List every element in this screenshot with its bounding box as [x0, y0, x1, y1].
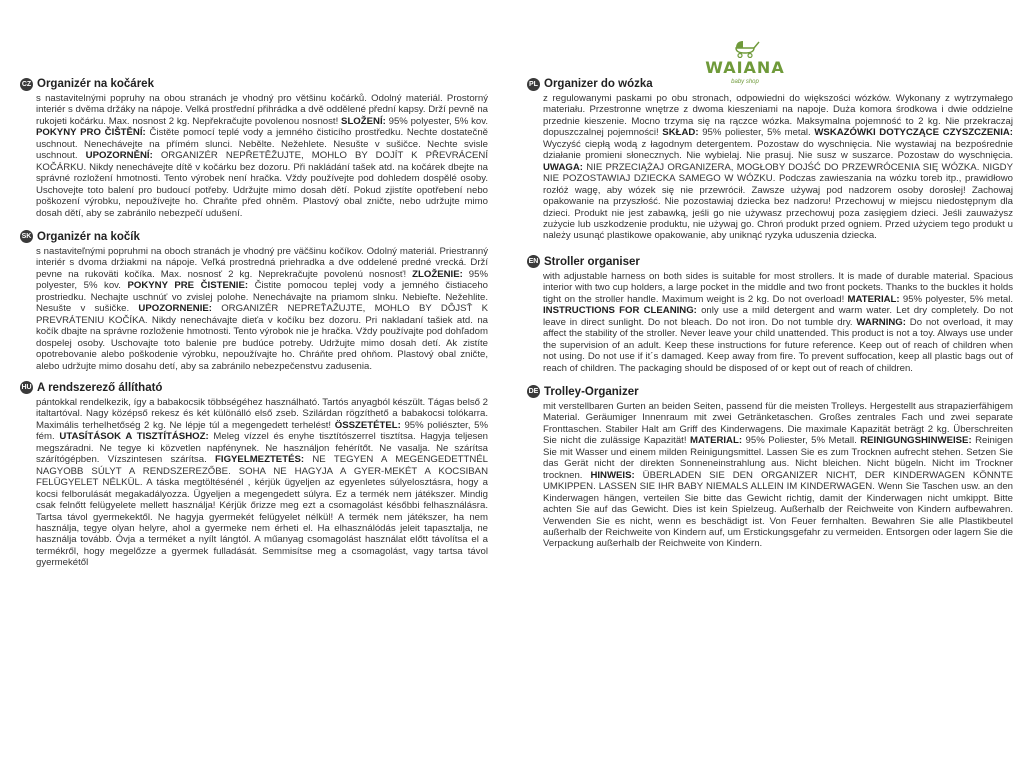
section-heading: [527, 254, 1013, 270]
language-badge-icon: PL: [527, 78, 540, 91]
section-body: pántokkal rendelkezik, így a babakocsik többségéhez használható. Tartós anyagból készült. Tágas belső 2 italtartóval. Nagy középső rekesz és két különálló első zseb. Szilárdan rögzíthető a babakocsi tolókarra. Maximális terhelhetőség 2 kg. Ne lépje túl a megengedett terhelést! ÖSSZETÉTEL: 95% poliészter, 5% fém. UTASÍTÁSOK A TISZTÍTÁSHOZ: Meleg vízzel és enyhe tisztítószerrel tisztítsa. Hagyja teljesen megszáradni. Ne tegye ki közvetlen napfénynek. Ne használjon fehérítőt. Ne vasalja. Ne szárítsa szárítógépben. Vízszintesen szárítsa. FIGYELMEZTETÉS: NE TEGYEN A MEGENGEDETTNÉL NAGYOBB SÚLYT A RENDSZEREZŐBE. SOHA NE HAGYJA A GYER-MEKÉT A KOCSIBAN FELÜGYELET NÉLKÜL. A táska megtöltésénél , kérjük ügyeljen az egyenletes súlyelosztásra, hogy a kocsi felborulását megakadályozza. Ügyeljen a megengedett súlyra. Ez a termék nem játékszer. Mindig csak felnőtt felügyelete mellett használja! Kérjük őrizze meg ezt a csomagolást későbbi felhasználásra. Tartsa távol gyermekektől. Ne hagyja gyermekét felügyelet nélkül! A termék nem játékszer, ha nem használja, tegye olyan helyre, ahol a gyermeke nem érheti el. Ha elhasználódás jeleit tapasztalja, ne használja tovább. Óvja a terméket a nyílt lángtól. A műanyag csomagolást használat előtt távolítsa el a termékről, hogy megelőzze a gyermek fulladását. Semmisítse meg a csomagolást, vagy tartsa távol gyermekétől: [36, 396, 489, 569]
section-hu: [20, 380, 488, 569]
language-badge-icon: SK: [20, 230, 33, 243]
section-heading: [527, 76, 1013, 92]
section-title: Organizer do wózka: [544, 78, 653, 90]
section-body: mit verstellbaren Gurten an beiden Seiten, passend für die meisten Trolleys. Hergestellt aus strapazierfähigem Material. Geräumiger Innenraum mit zwei Getränketaschen. Großes zentrales Fach und zwei separate Fronttaschen. Stabiler Halt am Griff des Kinderwagens. Die maximale Kapazität beträgt 2 kg. Überschreiten Sie nicht die zulässige Kapazität! MATERIAL: 95% Poliester, 5% Metall. REINIGUNGSHINWEISE: Reinigen Sie mit Wasser und einem milden Reinigungsmittel. Lassen Sie es zum Trocknen aufrecht stehen. Setzen Sie das Gerät nicht der direkten Sonneneinstrahlung aus. Nicht bleichen. Nicht bügeln. Nicht im Trockner trocknen. HINWEIS: ÜBERLADEN SIE DEN ORGANIZER NICHT, DER KINDERWAGEN KÖNNTE UMKIPPEN. LASSEN SIE IHR BABY NIEMALS ALLEIN IM KINDERWAGEN. Wenn Sie Taschen usw. an den Kinderwagen hängen, verteilen Sie bitte das Gewicht richtig, damit der Kinderwagen nicht umkippt. Bitte achten Sie auf das Gewicht. Dies ist kein Spielzeug. Außerhalb der Reichweite von Kindern aufbewahren. Verwenden Sie es nicht, wenn es beschädigt ist. Von Feuer fernhalten. Bewahren Sie alle Plastikbeutel außerhalb der Reichweite von Kindern auf, um Erstickungsgefahr zu vermeiden. Entsorgen oder lagern Sie die Verpackung außerhalb der Reichweite von Kindern.: [543, 400, 1013, 550]
brand-tagline: baby shop: [731, 79, 759, 85]
section-title: Organizér na kočárek: [37, 78, 154, 90]
section-sk: [20, 229, 488, 372]
language-badge-icon: DE: [527, 385, 540, 398]
language-badge-icon: CZ: [20, 78, 33, 91]
section-heading: [20, 229, 488, 245]
section-heading: [527, 384, 1013, 400]
section-en: [527, 254, 1013, 374]
section-heading: [20, 76, 488, 92]
section-body: s nastaviteľnými popruhmi na oboch stranách je vhodný pre väčšinu kočíkov. Odolný materiál. Priestranný interiér s dvoma držiakmi na nápoje. Veľká prostredná priehradka a dve oddelené predné vrecká. Drží pevne na rukoväti kočíka. Max. nosnosť 2 kg. Neprekračujte povolenú nosnosť! ZLOŽENIE: 95% polyester, 5% kov. POKYNY PRE ČISTENIE: Čistite pomocou teplej vody a jemného čistiaceho prostriedku. Nechajte uschnúť vo zvislej polohe. Nenechávajte na priamom slnku. Nebieľte. Nežehlite. Nesušte v sušičke. UPOZORNENIE: ORGANIZÉR NEPREŤAŽUJTE, MOHLO BY DÔJSŤ K PREVRÁTENIU KOČÍKA. Nikdy nenechávajte dieťa v kočíku bez dozoru. Pri nakladaní tašiek atd. na kočík dbajte na správne rozloženie hmotnosti. Tento výrobok nie je hračka. Vždy používajte pod dohľadom dospelej osoby. Uschovajte toto balenie pre budúce potreby. Udržujte mimo dosah detí. Ak zistíte opotrebovanie alebo poškodenie výrobku, nepoužívajte ho. Chráňte pred ohňom. Plastový obal zničte, alebo udržujte mimo dosahu detí, aby sa zabránilo nebezpečenstvu zadusenia.: [36, 245, 489, 372]
brand-name: WAIANA: [705, 58, 785, 77]
language-badge-icon: EN: [527, 255, 540, 268]
section-title: Stroller organiser: [544, 255, 640, 268]
stroller-logo-icon: [732, 38, 762, 58]
section-cz: [20, 76, 488, 219]
section-body: s nastavitelnými popruhy na obou stranách je vhodný pro většinu kočárků. Odolný materiál. Prostorný interiér s dvěma držáky na nápoje. Velká prostřední přihrádka a dvě oddělené přední kapsy. Drží pevně na rukojeti kočárku. Max. nosnost 2 kg. Nepřekračujte povolenou nosnost! SLOŽENÍ: 95% polyester, 5% kov. POKYNY PRO ČIŠTĚNÍ: Čistěte pomocí teplé vody a jemného čisticího prostředku. Nechte dostatečně uschnout. Nenechávejte na přímém slunci. Nebělte. Nežehlete. Nesušte v sušičce. Nechte svisle uschnout. UPOZORNĚNÍ: ORGANIZÉR NEPŘETĚŽUJTE, MOHLO BY DOJÍT K PŘEVRÁCENÍ KOČÁRKU. Nikdy nenechávejte dítě v kočárku bez dozoru. Při nakládání tašek atd. na kočárek dbejte na správné rozložení hmotnosti. Tento výrobek není hračka. Vždy používejte pod dohledem dospělé osoby. Uschovejte toto balení pro budoucí potřeby. Udržujte mimo dosah dětí. Pokud zjistíte opotřebení nebo poškození výrobku, nepoužívejte ho. Chraňte před ohněm. Plastový obal zničte, nebo udržujte mimo dosah dětí, aby se zabránilo nebezpečí udušení.: [36, 93, 488, 219]
section-pl: [527, 76, 1013, 242]
section-title: Trolley-Organizer: [544, 385, 639, 398]
left-column: [20, 76, 488, 569]
language-badge-icon: HU: [20, 381, 33, 394]
section-title: Organizér na kočík: [37, 230, 140, 243]
section-body: z regulowanymi paskami po obu stronach, odpowiedni do większości wózków. Wykonany z wytrzymałego materiału. Przestronne wnętrze z dwoma kieszeniami na napoje. Duża komora środkowa i dwie oddzielne przednie kieszenie. Mocno trzyma się na rączce wózka. Maksymalna pojemność to 2 kg. Nie przekraczaj dopuszczalnej pojemności! SKŁAD: 95% poliester, 5% metal. WSKAZÓWKI DOTYCZĄCE CZYSZCZENIA: Wyczyść ciepłą wodą z łagodnym detergentem. Pozostaw do wyschnięcia. Nie wystawiaj na bezpośrednie działanie promieni słonecznych. Nie wybielaj. Nie prasuj. Nie susz w suszarce. Pozostaw do wyschnięcia. UWAGA: NIE PRZECIĄŻAJ ORGANIZERA, MOGŁOBY DOJŚĆ DO PRZEWRÓCENIA SIĘ WÓZKA. NIGDY NIE POZOSTAWIAJ DZIECKA SAMEGO W WÓZKU. Podczas zawieszania na wózku toreb itp., prawidłowo rozłóż wagę, aby wózek się nie przewrócił. Zawsze używaj pod nadzorem osoby dorosłej! Zachowaj opakowanie na przyszłość. Nie pozostawiaj dziecka bez nadzoru! Przechowuj w miejscu niedostępnym dla dzieci. Produkt nie jest zabawką, jeśli go nie używasz przechowuj poza zasięgiem dzieci. Jeśli zauważysz zużycie lub uszkodzenie produktu, nie używaj go. Chroń produkt przed ogniem. Przed użyciem tego produkt u należy usunąć plastikowe opakowanie, aby uniknąć ryzyka uduszenia dziecka.: [543, 93, 1013, 242]
section-title: A rendszerező állítható: [37, 381, 163, 394]
section-de: [527, 384, 1013, 550]
section-body: with adjustable harness on both sides is suitable for most strollers. It is made of durable material. Spacious interior with two cup holders, a large pocket in the middle and two front pockets. Thanks to the buckles it holds tight on the stroller handle. Maximum weight is 2 kg. Do not overload! MATERIAL: 95% polyester, 5% metal. INSTRUCTIONS FOR CLEANING: only use a mild detergent and warm water. Let dry completely. Do not leave in direct sunlight. Do not bleach. Do not iron. Do not tumble dry. WARNING: Do not overload, it may affect the stability of the stroller. Never leave your child unattended. This product is not a toy. Always use under the supervision of an adult. Keep these instructions for future reference. Keep out of reach of children when not using. Do not use if it´s damaged. Keep away from fire. To prevent suffocation, keep all plastic bags out of reach of children. The packaging should be disposed of or kept out of reach of children.: [543, 270, 1013, 374]
section-heading: [20, 380, 488, 396]
right-column: [527, 76, 1013, 550]
